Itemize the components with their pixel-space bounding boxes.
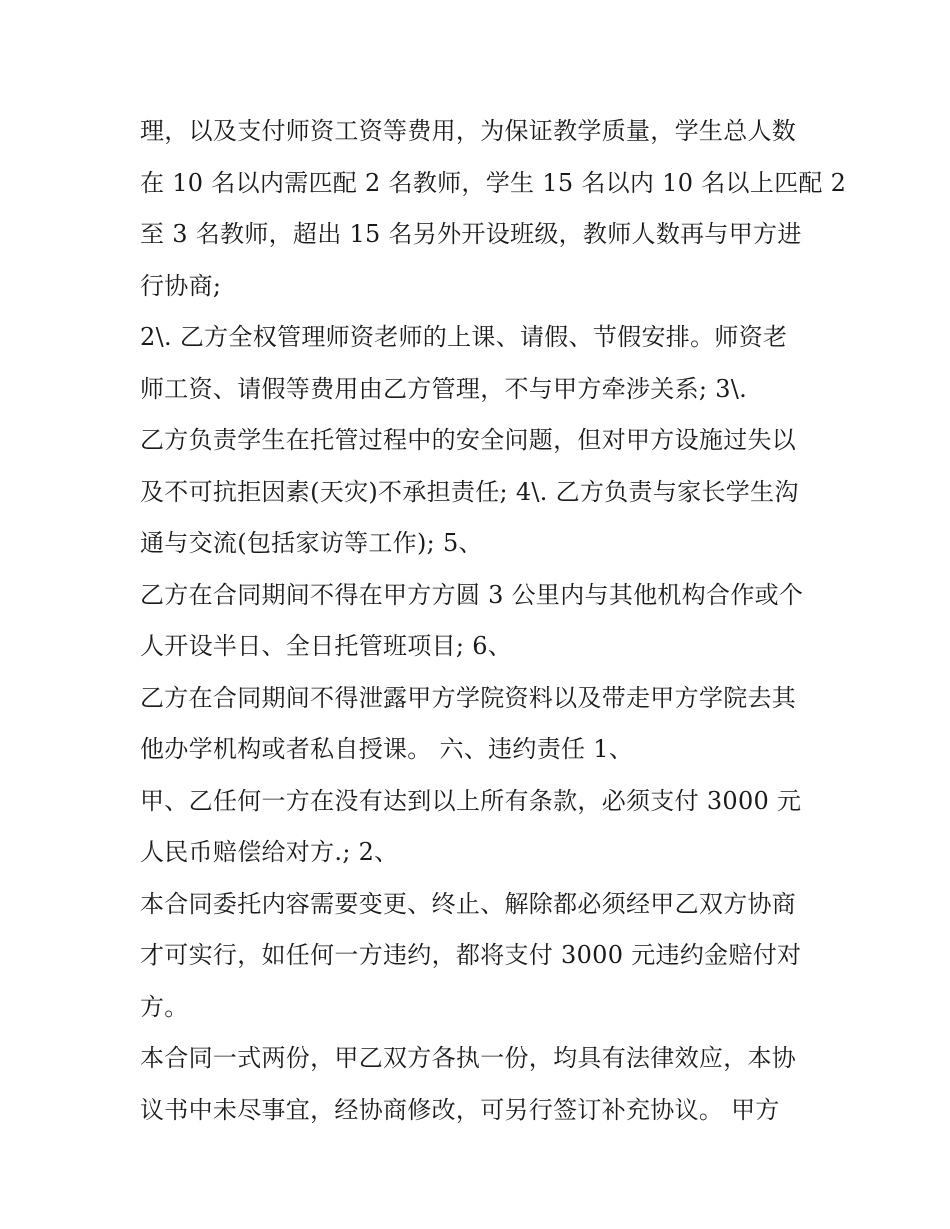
text-line: 理，以及支付师资工资等费用，为保证教学质量，学生总人数 <box>140 117 797 145</box>
text-line: 方。 <box>140 992 189 1021</box>
text-line: 行协商; <box>140 271 222 300</box>
text-line: 至 3 名教师，超出 15 名另外开设班级，教师人数再与甲方进 <box>140 220 802 248</box>
text-line: 师工资、请假等费用由乙方管理，不与甲方牵涉关系; 3\. <box>140 374 748 403</box>
text-line: 乙方在合同期间不得在甲方方圆 3 公里内与其他机构合作或个 <box>140 580 804 609</box>
document-body <box>140 106 847 1136</box>
text-line: 乙方在合同期间不得泄露甲方学院资料以及带走甲方学院去其 <box>140 683 797 712</box>
text-line: 人开设半日、全日托管班项目; 6、 <box>140 632 513 660</box>
text-line: 人民币赔偿给对方.; 2、 <box>140 838 399 866</box>
text-line: 才可实行，如任何一方违约，都将支付 3000 元违约金赔付对 <box>140 941 802 969</box>
text-line: 甲、乙任何一方在没有达到以上所有条款，必须支付 3000 元 <box>140 786 802 815</box>
text-line: 本合同委托内容需要变更、终止、解除都必须经甲乙双方协商 <box>140 889 797 918</box>
text-line: 通与交流(包括家访等工作); 5、 <box>140 529 483 557</box>
text-line: 议书中未尽事宜，经协商修改，可另行签订补充协议。 甲方 <box>140 1095 780 1124</box>
text-line: 在 10 名以内需匹配 2 名教师，学生 15 名以内 10 名以上匹配 2 <box>140 168 847 197</box>
text-line: 本合同一式两份，甲乙双方各执一份，均具有法律效应，本协 <box>140 1044 797 1072</box>
text-line: 及不可抗拒因素(天灾)不承担责任; 4\. 乙方负责与家长学生沟 <box>140 477 799 506</box>
text-line: 2\. 乙方全权管理师资老师的上课、请假、节假安排。师资老 <box>140 323 788 351</box>
text-line: 他办学机构或者私自授课。 六、违约责任 1、 <box>140 735 634 763</box>
text-line: 乙方负责学生在托管过程中的安全问题，但对甲方设施过失以 <box>140 426 797 454</box>
